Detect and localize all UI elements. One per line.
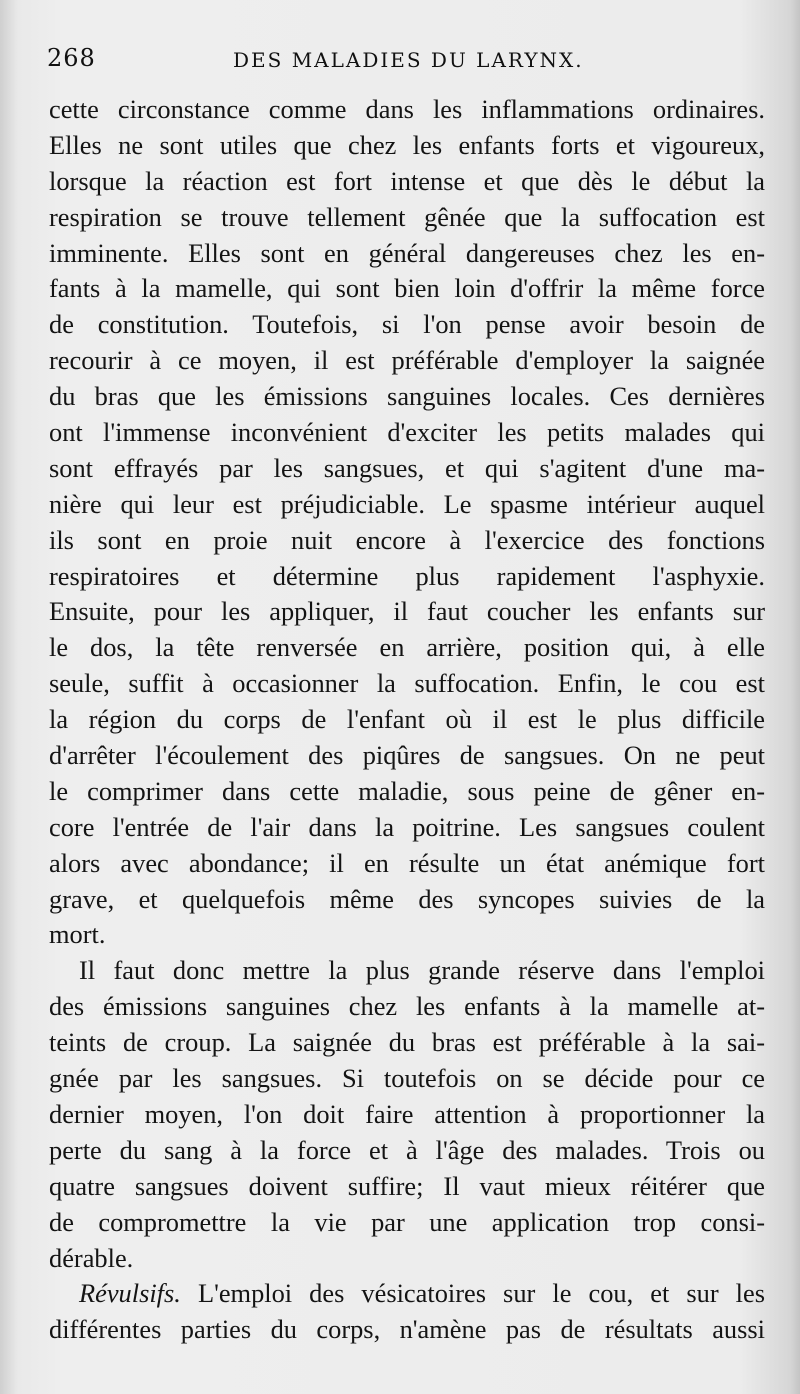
text-line-remainder: L'emploi des vésicatoires sur le cou, et sur les [197,1278,765,1309]
text-line: Il faut donc mettre la plus grande réserve dans l'emploi [79,955,765,986]
text-line: d'arrêter l'écoulement des piqûres de sangsues. On ne peut [49,740,765,771]
text-line: ont l'immense inconvénient d'exciter les petits malades qui [49,417,765,448]
text-line: la région du corps de l'enfant où il est le plus difficile [49,704,765,735]
text-line: nière qui leur est préjudiciable. Le spasme intérieur auquel [49,488,765,519]
text-line: différentes parties du corps, n'amène pas de résultats aussi [49,1314,765,1345]
text-line: du bras que les émissions sanguines locales. Ces dernières [49,381,765,412]
page-header [47,44,747,84]
text-line: recourir à ce moyen, il est préférable d'employer la saignée [49,345,765,376]
text-line: perte du sang à la force et à l'âge des malades. Trois ou [49,1134,765,1165]
text-line: teints de croup. La saignée du bras est préférable à la sai- [49,1027,765,1058]
text-line: imminente. Elles sont en général dangereuses chez les en- [49,237,765,268]
text-line: le dos, la tête renversée en arrière, position qui, à elle [49,632,765,663]
text-line: Ensuite, pour les appliquer, il faut coucher les enfants sur [49,596,765,627]
text-line: de constitution. Toutefois, si l'on pense avoir besoin de [49,309,765,340]
text-line: mort. [49,919,106,950]
text-line: gnée par les sangsues. Si toutefois on se décide pour ce [49,1063,765,1094]
text-line-revulsifs [49,1276,765,1312]
text-line: alors avec abondance; il en résulte un état anémique fort [49,847,765,878]
text-line: des émissions sanguines chez les enfants à la mamelle at- [49,991,765,1022]
text-line: de compromettre la vie par une application trop consi- [49,1206,765,1237]
text-line: fants à la mamelle, qui sont bien loin d'offrir la même force [49,273,765,304]
text-line: lorsque la réaction est fort intense et que dès le début la [49,165,765,196]
text-line: dernier moyen, l'on doit faire attention à proportionner la [49,1098,765,1129]
text-line: Elles ne sont utiles que chez les enfants forts et vigoureux, [49,129,765,160]
text-line: core l'entrée de l'air dans la poitrine. Les sangsues coulent [49,811,765,842]
text-line: ils sont en proie nuit encore à l'exercice des fonctions [49,524,765,555]
text-line: respiration se trouve tellement gênée que la suffocation est [49,201,765,232]
text-line: dérable. [49,1242,134,1273]
section-heading-revulsifs: Révulsifs. [79,1278,181,1309]
page-number: 268 [47,44,96,72]
text-line: seule, suffit à occasionner la suffocation. Enfin, le cou est [49,668,765,699]
text-line: le comprimer dans cette maladie, sous peine de gêner en- [49,775,765,806]
running-title: DES MALADIES DU LARYNX. [233,48,584,72]
text-line: quatre sangsues doivent suffire; Il vaut mieux réitérer que [49,1170,765,1201]
text-line: grave, et quelquefois même des syncopes suivies de la [49,883,765,914]
text-line: cette circonstance comme dans les inflammations ordinaires. [49,94,765,124]
body-text [49,92,765,1348]
text-line: sont effrayés par les sangsues, et qui s'agitent d'une ma- [49,452,765,483]
text-line: respiratoires et détermine plus rapidement l'asphyxie. [49,560,765,591]
